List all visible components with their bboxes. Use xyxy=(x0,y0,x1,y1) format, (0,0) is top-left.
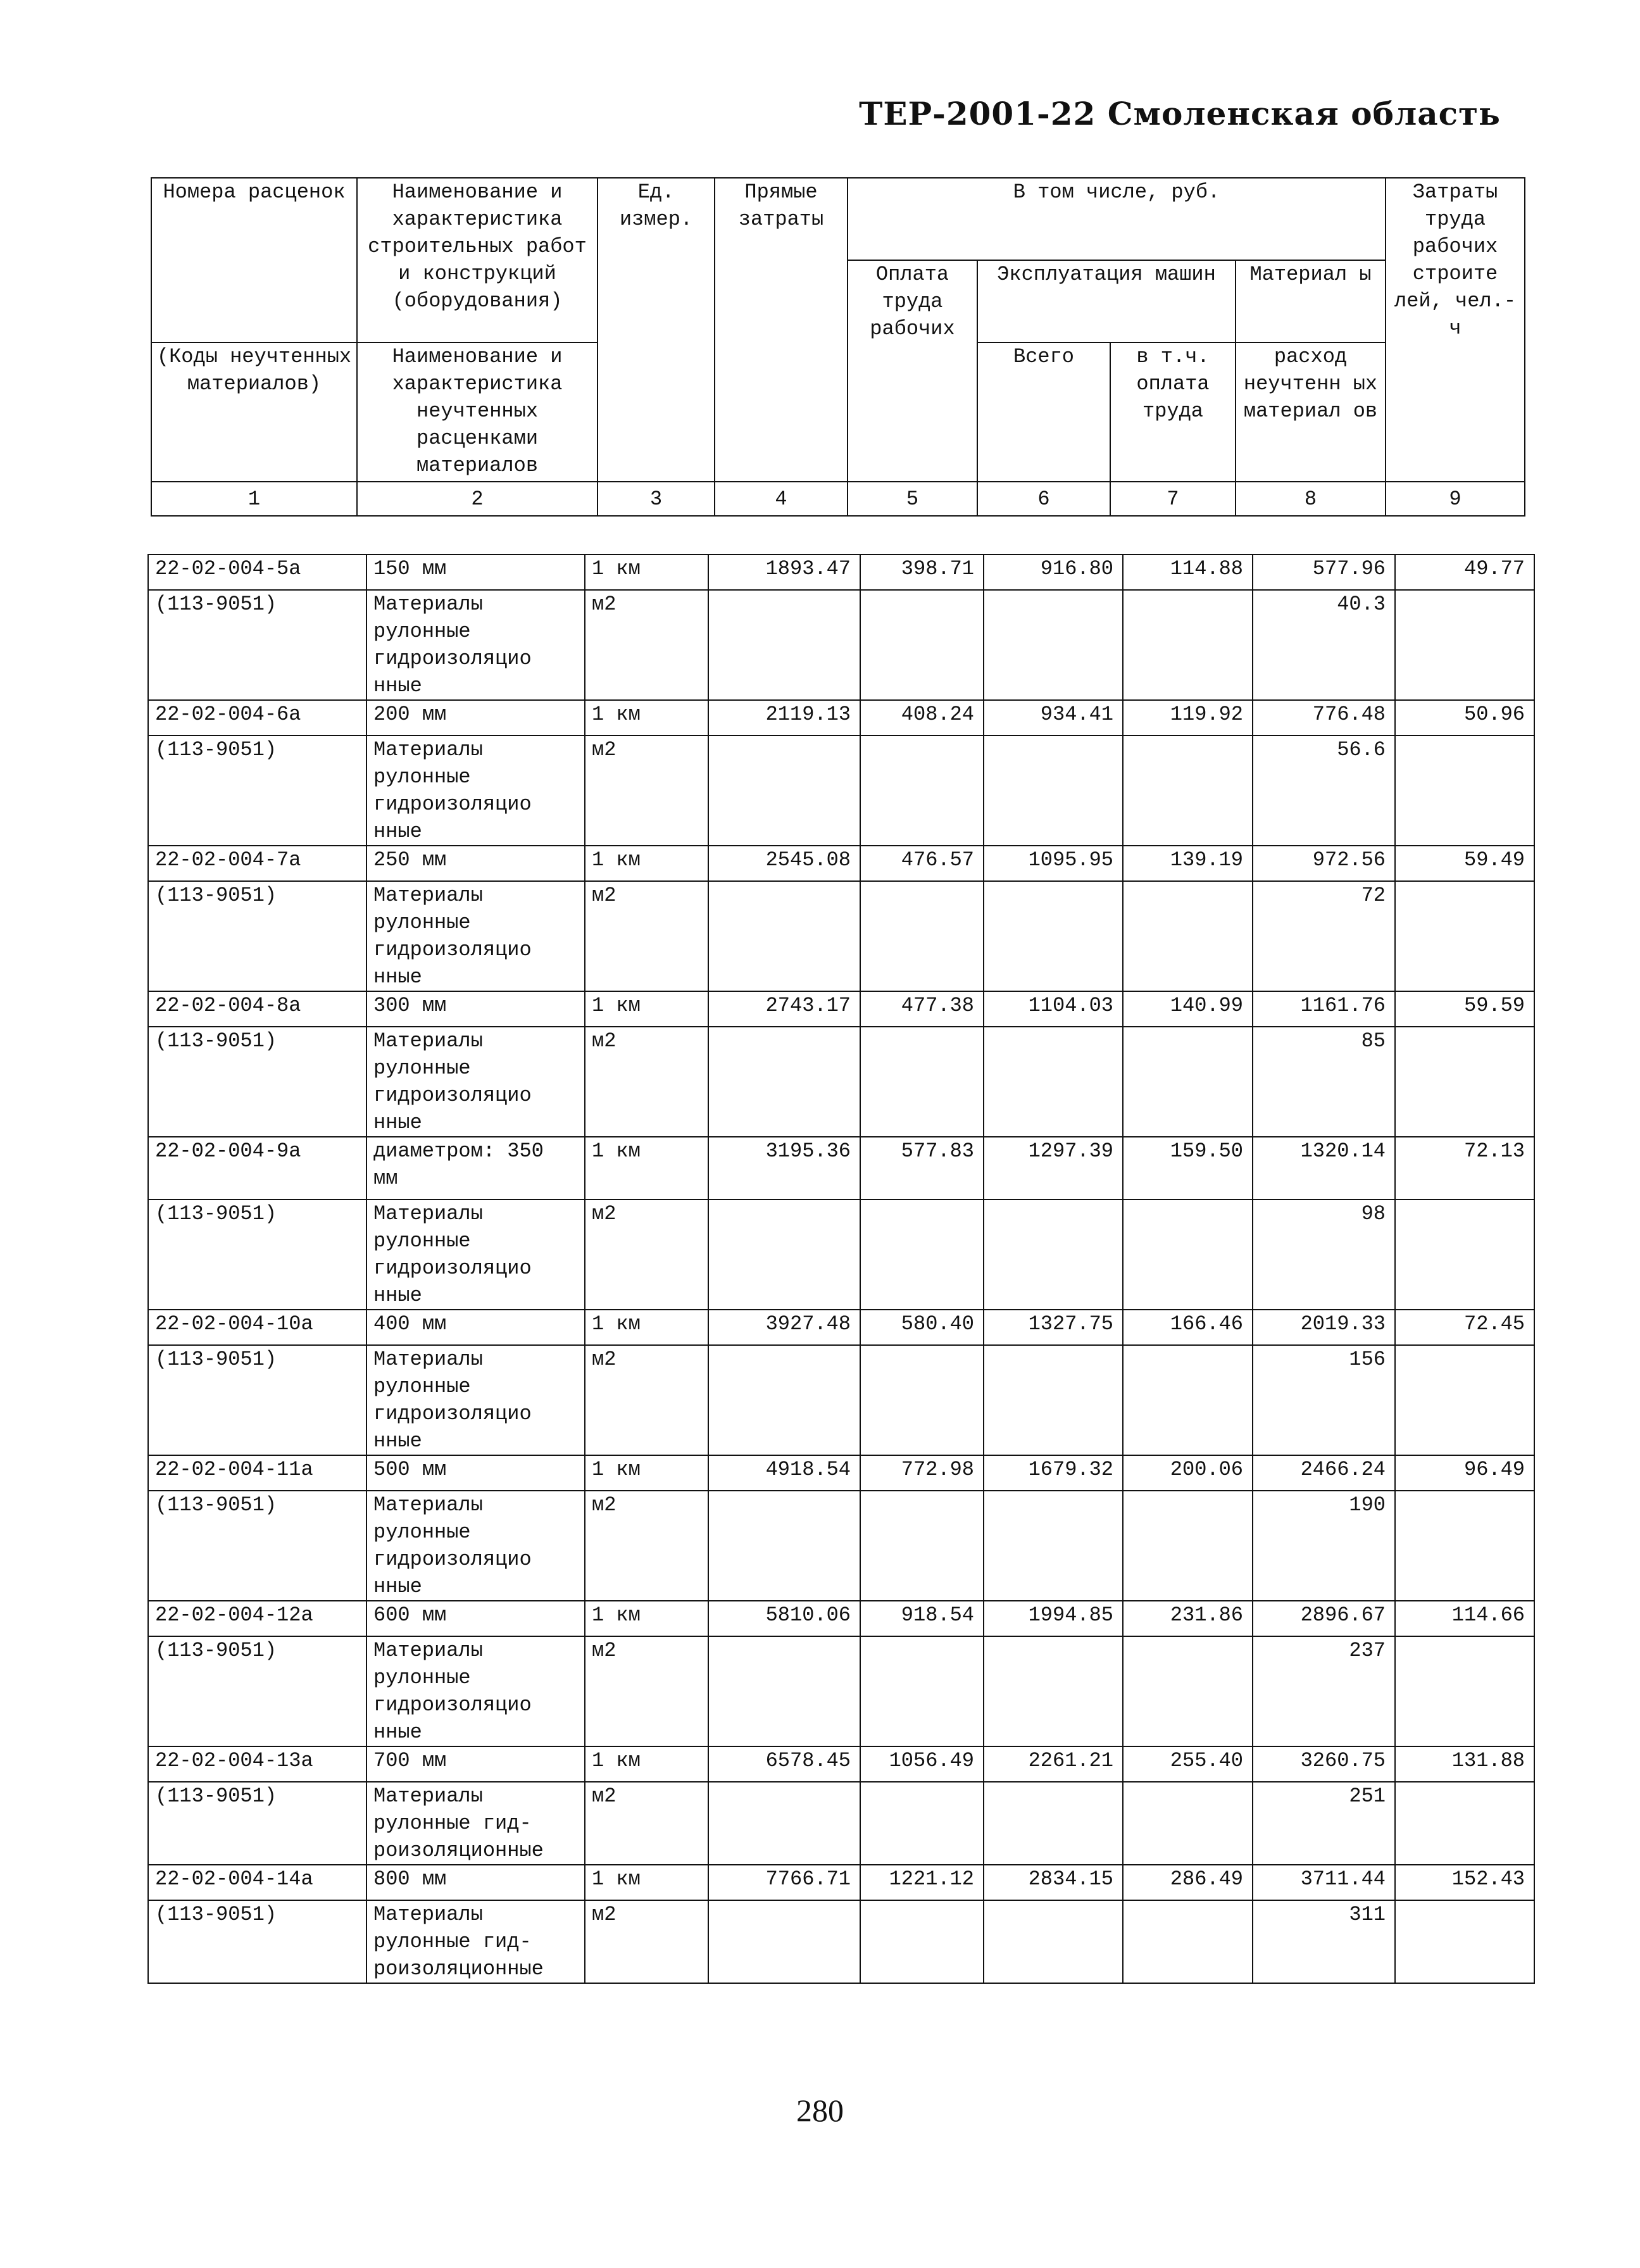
empty-cell xyxy=(1123,736,1253,846)
empty-cell xyxy=(1395,590,1534,700)
labor-hours: 131.88 xyxy=(1395,1746,1534,1782)
material-quantity: 72 xyxy=(1253,881,1395,991)
direct-costs: 1893.47 xyxy=(708,554,860,590)
empty-cell xyxy=(984,736,1123,846)
material-unit: м2 xyxy=(585,1491,708,1601)
empty-cell xyxy=(984,1782,1123,1865)
header-labor-costs: Затраты труда рабочих строите лей, чел.-ч xyxy=(1386,178,1525,482)
material-name: Материалы рулонные гидроизоляцио нные xyxy=(366,1027,585,1137)
material-row xyxy=(148,1027,1534,1137)
empty-cell xyxy=(708,1900,860,1983)
work-name: 400 мм xyxy=(366,1310,585,1345)
header-material-codes: (Коды неучтенных материалов) xyxy=(151,342,357,482)
header-material-names: Наименование и характеристика неучтенных расценками материалов xyxy=(357,342,598,482)
wages: 1056.49 xyxy=(860,1746,984,1782)
material-quantity: 56.6 xyxy=(1253,736,1395,846)
materials-cost: 1320.14 xyxy=(1253,1137,1395,1200)
machines-wages: 139.19 xyxy=(1123,846,1253,881)
labor-hours: 152.43 xyxy=(1395,1865,1534,1900)
header-wages: Оплата труда рабочих xyxy=(848,260,977,482)
machines-wages: 114.88 xyxy=(1123,554,1253,590)
work-name: 700 мм xyxy=(366,1746,585,1782)
material-quantity: 190 xyxy=(1253,1491,1395,1601)
rate-code: 22-02-004-10а xyxy=(148,1310,366,1345)
material-unit: м2 xyxy=(585,1636,708,1746)
machines-wages: 159.50 xyxy=(1123,1137,1253,1200)
materials-cost: 3711.44 xyxy=(1253,1865,1395,1900)
material-name: Материалы рулонные гидроизоляцио нные xyxy=(366,1200,585,1310)
material-row xyxy=(148,1345,1534,1455)
column-number: 3 xyxy=(598,482,715,516)
empty-cell xyxy=(860,1491,984,1601)
material-unit: м2 xyxy=(585,736,708,846)
material-row xyxy=(148,1900,1534,1983)
unit: 1 км xyxy=(585,1455,708,1491)
document-title: ТЕР-2001-22 Смоленская область xyxy=(859,95,1501,132)
machines-wages: 231.86 xyxy=(1123,1601,1253,1636)
material-code: (113-9051) xyxy=(148,881,366,991)
empty-cell xyxy=(708,1027,860,1137)
material-quantity: 251 xyxy=(1253,1782,1395,1865)
header-unit: Ед. измер. xyxy=(598,178,715,482)
work-name: 200 мм xyxy=(366,700,585,736)
material-quantity: 311 xyxy=(1253,1900,1395,1983)
empty-cell xyxy=(984,1636,1123,1746)
empty-cell xyxy=(984,1200,1123,1310)
column-number: 2 xyxy=(357,482,598,516)
unit: 1 км xyxy=(585,846,708,881)
empty-cell xyxy=(860,1345,984,1455)
material-unit: м2 xyxy=(585,1200,708,1310)
unit: 1 км xyxy=(585,1137,708,1200)
header-work-name: Наименование и характеристика строительных работ и конструкций (оборудования) xyxy=(357,178,598,342)
rate-code: 22-02-004-6а xyxy=(148,700,366,736)
empty-cell xyxy=(1395,1636,1534,1746)
machines-wages: 166.46 xyxy=(1123,1310,1253,1345)
rate-code: 22-02-004-7а xyxy=(148,846,366,881)
table-row xyxy=(148,1601,1534,1636)
header-machines-total: Всего xyxy=(977,342,1110,482)
material-code: (113-9051) xyxy=(148,590,366,700)
materials-cost: 2896.67 xyxy=(1253,1601,1395,1636)
page-number: 280 xyxy=(796,2093,844,2128)
machines-total: 2261.21 xyxy=(984,1746,1123,1782)
work-name: 800 мм xyxy=(366,1865,585,1900)
work-name: 500 мм xyxy=(366,1455,585,1491)
empty-cell xyxy=(1123,1900,1253,1983)
table-row xyxy=(148,1310,1534,1345)
labor-hours: 59.59 xyxy=(1395,991,1534,1027)
column-number: 7 xyxy=(1110,482,1236,516)
machines-wages: 255.40 xyxy=(1123,1746,1253,1782)
labor-hours: 72.45 xyxy=(1395,1310,1534,1345)
wages: 577.83 xyxy=(860,1137,984,1200)
material-name: Материалы рулонные гидроизоляцио нные xyxy=(366,1491,585,1601)
direct-costs: 3927.48 xyxy=(708,1310,860,1345)
rate-code: 22-02-004-14а xyxy=(148,1865,366,1900)
material-code: (113-9051) xyxy=(148,1200,366,1310)
column-number: 6 xyxy=(977,482,1110,516)
machines-total: 1104.03 xyxy=(984,991,1123,1027)
unit: 1 км xyxy=(585,700,708,736)
rate-code: 22-02-004-13а xyxy=(148,1746,366,1782)
header-machines: Эксплуатация машин xyxy=(977,260,1236,342)
material-name: Материалы рулонные гидроизоляцио нные xyxy=(366,1345,585,1455)
header-including: В том числе, руб. xyxy=(848,178,1386,260)
empty-cell xyxy=(708,590,860,700)
direct-costs: 5810.06 xyxy=(708,1601,860,1636)
material-unit: м2 xyxy=(585,1900,708,1983)
column-header-table xyxy=(151,177,1525,517)
empty-cell xyxy=(708,1345,860,1455)
table-row xyxy=(148,991,1534,1027)
labor-hours: 50.96 xyxy=(1395,700,1534,736)
material-name: Материалы рулонные гидроизоляцио нные xyxy=(366,881,585,991)
material-row xyxy=(148,1200,1534,1310)
unit: 1 км xyxy=(585,1746,708,1782)
material-code: (113-9051) xyxy=(148,1027,366,1137)
empty-cell xyxy=(1395,1782,1534,1865)
labor-hours: 59.49 xyxy=(1395,846,1534,881)
empty-cell xyxy=(1395,1900,1534,1983)
empty-cell xyxy=(860,1636,984,1746)
empty-cell xyxy=(1123,1491,1253,1601)
direct-costs: 7766.71 xyxy=(708,1865,860,1900)
machines-total: 934.41 xyxy=(984,700,1123,736)
empty-cell xyxy=(860,1900,984,1983)
empty-cell xyxy=(984,1900,1123,1983)
unit: 1 км xyxy=(585,1601,708,1636)
empty-cell xyxy=(860,736,984,846)
header-direct-costs: Прямые затраты xyxy=(715,178,848,482)
empty-cell xyxy=(1123,1345,1253,1455)
work-name: диаметром: 350 мм xyxy=(366,1137,585,1200)
empty-cell xyxy=(708,1491,860,1601)
rate-code: 22-02-004-11а xyxy=(148,1455,366,1491)
empty-cell xyxy=(1123,1027,1253,1137)
machines-total: 1994.85 xyxy=(984,1601,1123,1636)
work-name: 250 мм xyxy=(366,846,585,881)
materials-cost: 1161.76 xyxy=(1253,991,1395,1027)
empty-cell xyxy=(1395,1027,1534,1137)
direct-costs: 2743.17 xyxy=(708,991,860,1027)
empty-cell xyxy=(984,1027,1123,1137)
empty-cell xyxy=(860,1027,984,1137)
table-row xyxy=(148,1746,1534,1782)
empty-cell xyxy=(1123,881,1253,991)
empty-cell xyxy=(984,590,1123,700)
wages: 918.54 xyxy=(860,1601,984,1636)
material-quantity: 237 xyxy=(1253,1636,1395,1746)
unit: 1 км xyxy=(585,554,708,590)
direct-costs: 2545.08 xyxy=(708,846,860,881)
empty-cell xyxy=(1395,1345,1534,1455)
machines-total: 916.80 xyxy=(984,554,1123,590)
empty-cell xyxy=(1123,1782,1253,1865)
header-machines-wages: в т.ч. оплата труда xyxy=(1110,342,1236,482)
material-code: (113-9051) xyxy=(148,1491,366,1601)
material-quantity: 85 xyxy=(1253,1027,1395,1137)
empty-cell xyxy=(984,1491,1123,1601)
material-unit: м2 xyxy=(585,881,708,991)
wages: 580.40 xyxy=(860,1310,984,1345)
direct-costs: 3195.36 xyxy=(708,1137,860,1200)
material-code: (113-9051) xyxy=(148,1900,366,1983)
machines-total: 2834.15 xyxy=(984,1865,1123,1900)
materials-cost: 776.48 xyxy=(1253,700,1395,736)
direct-costs: 6578.45 xyxy=(708,1746,860,1782)
column-number: 1 xyxy=(151,482,357,516)
empty-cell xyxy=(1123,1200,1253,1310)
work-name: 300 мм xyxy=(366,991,585,1027)
table-row xyxy=(148,700,1534,736)
labor-hours: 72.13 xyxy=(1395,1137,1534,1200)
empty-cell xyxy=(1395,1200,1534,1310)
material-row xyxy=(148,736,1534,846)
labor-hours: 96.49 xyxy=(1395,1455,1534,1491)
empty-cell xyxy=(860,1782,984,1865)
wages: 408.24 xyxy=(860,700,984,736)
material-name: Материалы рулонные гидроизоляцио нные xyxy=(366,590,585,700)
unit: 1 км xyxy=(585,1310,708,1345)
materials-cost: 972.56 xyxy=(1253,846,1395,881)
material-name: Материалы рулонные гидроизоляцио нные xyxy=(366,1636,585,1746)
rate-code: 22-02-004-12а xyxy=(148,1601,366,1636)
material-code: (113-9051) xyxy=(148,1345,366,1455)
empty-cell xyxy=(708,736,860,846)
empty-cell xyxy=(708,881,860,991)
empty-cell xyxy=(708,1782,860,1865)
column-number: 4 xyxy=(715,482,848,516)
empty-cell xyxy=(1123,1636,1253,1746)
table-row xyxy=(148,1455,1534,1491)
direct-costs: 4918.54 xyxy=(708,1455,860,1491)
empty-cell xyxy=(1395,1491,1534,1601)
empty-cell xyxy=(1123,590,1253,700)
rate-code: 22-02-004-8а xyxy=(148,991,366,1027)
material-row xyxy=(148,1782,1534,1865)
machines-total: 1327.75 xyxy=(984,1310,1123,1345)
table-row xyxy=(148,1865,1534,1900)
machines-total: 1297.39 xyxy=(984,1137,1123,1200)
wages: 772.98 xyxy=(860,1455,984,1491)
labor-hours: 114.66 xyxy=(1395,1601,1534,1636)
material-code: (113-9051) xyxy=(148,1782,366,1865)
column-number: 9 xyxy=(1386,482,1525,516)
material-quantity: 98 xyxy=(1253,1200,1395,1310)
unit: 1 км xyxy=(585,1865,708,1900)
header-unaccounted-materials: расход неучтенн ых материал ов xyxy=(1236,342,1386,482)
machines-wages: 200.06 xyxy=(1123,1455,1253,1491)
material-code: (113-9051) xyxy=(148,736,366,846)
machines-wages: 140.99 xyxy=(1123,991,1253,1027)
rate-code: 22-02-004-9а xyxy=(148,1137,366,1200)
empty-cell xyxy=(708,1636,860,1746)
material-unit: м2 xyxy=(585,1782,708,1865)
material-row xyxy=(148,1636,1534,1746)
machines-total: 1095.95 xyxy=(984,846,1123,881)
material-unit: м2 xyxy=(585,1345,708,1455)
material-name: Материалы рулонные гид- роизоляционные xyxy=(366,1900,585,1983)
labor-hours: 49.77 xyxy=(1395,554,1534,590)
empty-cell xyxy=(1395,736,1534,846)
direct-costs: 2119.13 xyxy=(708,700,860,736)
work-name: 150 мм xyxy=(366,554,585,590)
column-number: 5 xyxy=(848,482,977,516)
materials-cost: 2466.24 xyxy=(1253,1455,1395,1491)
machines-total: 1679.32 xyxy=(984,1455,1123,1491)
machines-wages: 286.49 xyxy=(1123,1865,1253,1900)
empty-cell xyxy=(1395,881,1534,991)
material-name: Материалы рулонные гидроизоляцио нные xyxy=(366,736,585,846)
column-number: 8 xyxy=(1236,482,1386,516)
material-code: (113-9051) xyxy=(148,1636,366,1746)
materials-cost: 2019.33 xyxy=(1253,1310,1395,1345)
material-unit: м2 xyxy=(585,590,708,700)
material-unit: м2 xyxy=(585,1027,708,1137)
empty-cell xyxy=(984,1345,1123,1455)
material-name: Материалы рулонные гид- роизоляционные xyxy=(366,1782,585,1865)
empty-cell xyxy=(708,1200,860,1310)
work-name: 600 мм xyxy=(366,1601,585,1636)
empty-cell xyxy=(860,590,984,700)
material-quantity: 156 xyxy=(1253,1345,1395,1455)
table-row xyxy=(148,1137,1534,1200)
empty-cell xyxy=(860,881,984,991)
material-row xyxy=(148,881,1534,991)
wages: 398.71 xyxy=(860,554,984,590)
materials-cost: 3260.75 xyxy=(1253,1746,1395,1782)
header-materials: Материал ы xyxy=(1236,260,1386,342)
table-row xyxy=(148,846,1534,881)
materials-cost: 577.96 xyxy=(1253,554,1395,590)
empty-cell xyxy=(984,881,1123,991)
wages: 1221.12 xyxy=(860,1865,984,1900)
rate-code: 22-02-004-5а xyxy=(148,554,366,590)
rates-table xyxy=(147,554,1535,1984)
material-row xyxy=(148,590,1534,700)
unit: 1 км xyxy=(585,991,708,1027)
wages: 476.57 xyxy=(860,846,984,881)
table-row xyxy=(148,554,1534,590)
material-row xyxy=(148,1491,1534,1601)
empty-cell xyxy=(860,1200,984,1310)
wages: 477.38 xyxy=(860,991,984,1027)
machines-wages: 119.92 xyxy=(1123,700,1253,736)
material-quantity: 40.3 xyxy=(1253,590,1395,700)
header-rate-numbers: Номера расценок xyxy=(151,178,357,342)
